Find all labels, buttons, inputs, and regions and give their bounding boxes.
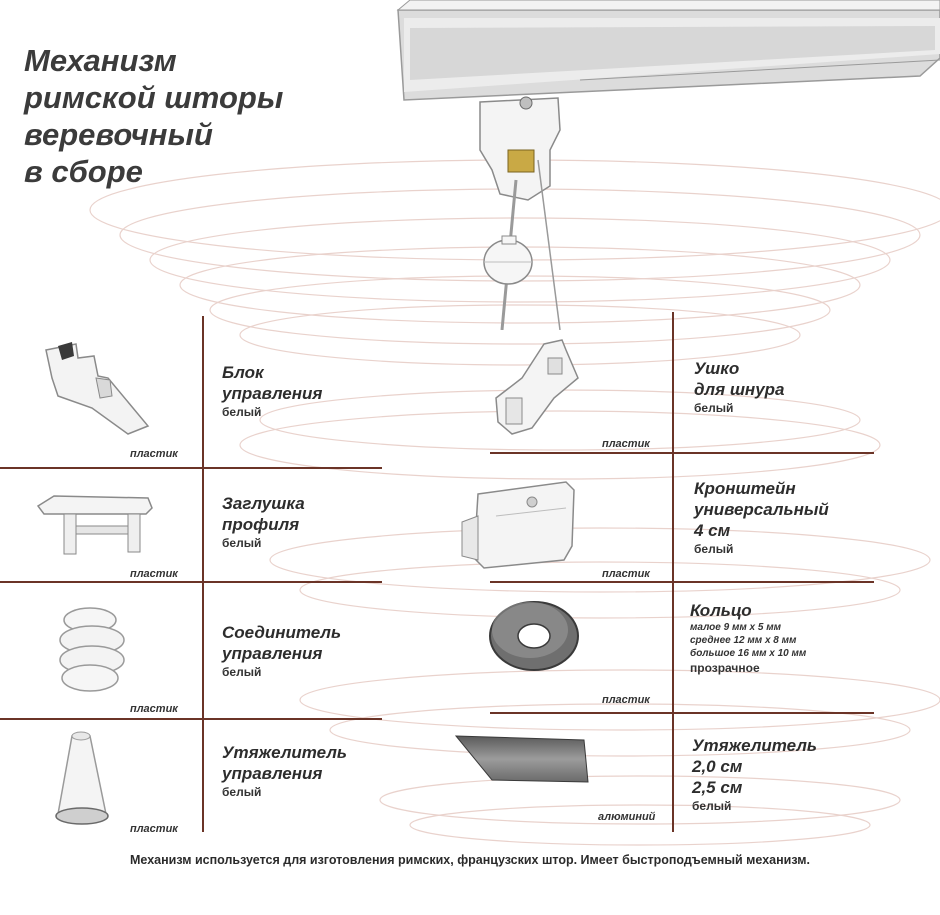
control-weight-icon — [46, 730, 126, 830]
title-line: веревочный — [24, 117, 213, 152]
item-name-line: 2,5 см — [692, 778, 743, 797]
title-line: римской шторы — [24, 80, 284, 115]
divider-horizontal — [490, 581, 874, 583]
ring-size-small: малое 9 мм х 5 мм — [690, 622, 782, 633]
item-name-line: Ушко — [694, 359, 740, 378]
title-line: в сборе — [24, 154, 143, 189]
aluminium-weight-bar-icon — [452, 732, 592, 788]
item-name-line: профиля — [222, 515, 300, 534]
divider-horizontal — [0, 467, 382, 469]
material-label: пластик — [602, 694, 650, 706]
page-title — [24, 42, 283, 190]
profile-cap-icon — [34, 492, 154, 562]
material-label: пластик — [130, 823, 178, 835]
divider-vertical — [202, 316, 204, 832]
material-label: алюминий — [598, 811, 656, 823]
divider-horizontal — [0, 718, 382, 720]
ring-size-large: большое 16 мм х 10 мм — [690, 648, 807, 659]
item-name-line: Соединитель — [222, 623, 342, 642]
item-name-line: 4 см — [694, 521, 731, 540]
divider-horizontal — [0, 581, 382, 583]
item-name-line: Блок — [222, 363, 264, 382]
item-color: белый — [694, 401, 734, 415]
item-color: белый — [222, 665, 262, 679]
item-name-line: Кронштейн — [694, 479, 796, 498]
item-name-line: управления — [222, 764, 323, 783]
divider-vertical — [672, 312, 674, 832]
material-label: пластик — [130, 568, 178, 580]
item-name-line: универсальный — [694, 500, 829, 519]
control-connector-icon — [52, 604, 132, 696]
item-color: белый — [692, 799, 732, 813]
material-label: пластик — [602, 438, 650, 450]
footer-note: Механизм используется для изготовления римских, французских штор. Имеет быстроподъемный механизм. — [130, 853, 810, 867]
divider-horizontal — [490, 712, 874, 714]
item-name-line: управления — [222, 384, 323, 403]
item-color: белый — [222, 785, 262, 799]
item-name-line: Утяжелитель — [222, 743, 348, 762]
material-label: пластик — [602, 568, 650, 580]
item-profile-cap — [222, 493, 305, 550]
item-name-line: Кольцо — [690, 601, 752, 620]
item-control-block — [222, 362, 322, 419]
divider-horizontal — [490, 452, 874, 454]
control-block-icon — [38, 338, 158, 438]
item-cord-eyelet — [694, 358, 785, 415]
ring-size-medium: среднее 12 мм х 8 мм — [690, 635, 797, 646]
item-name-line: Заглушка — [222, 494, 305, 513]
ring-icon — [484, 596, 584, 676]
cord-eyelet-icon — [482, 338, 592, 438]
item-color: белый — [222, 405, 262, 419]
item-name-line: 2,0 см — [692, 757, 743, 776]
title-line: Механизм — [24, 43, 177, 78]
item-control-connector — [222, 622, 341, 679]
item-color: белый — [694, 542, 734, 556]
item-universal-bracket — [694, 478, 829, 556]
item-color: прозрачное — [690, 661, 760, 675]
rail-assembly-image — [380, 0, 940, 330]
item-name-line: для шнура — [694, 380, 785, 399]
item-name-line: Утяжелитель — [692, 736, 818, 755]
item-ring — [690, 600, 806, 675]
item-color: белый — [222, 536, 262, 550]
item-control-weight — [222, 742, 347, 799]
universal-bracket-icon — [456, 476, 580, 572]
material-label: пластик — [130, 703, 178, 715]
item-weight-bar — [692, 735, 817, 813]
material-label: пластик — [130, 448, 178, 460]
item-name-line: управления — [222, 644, 323, 663]
